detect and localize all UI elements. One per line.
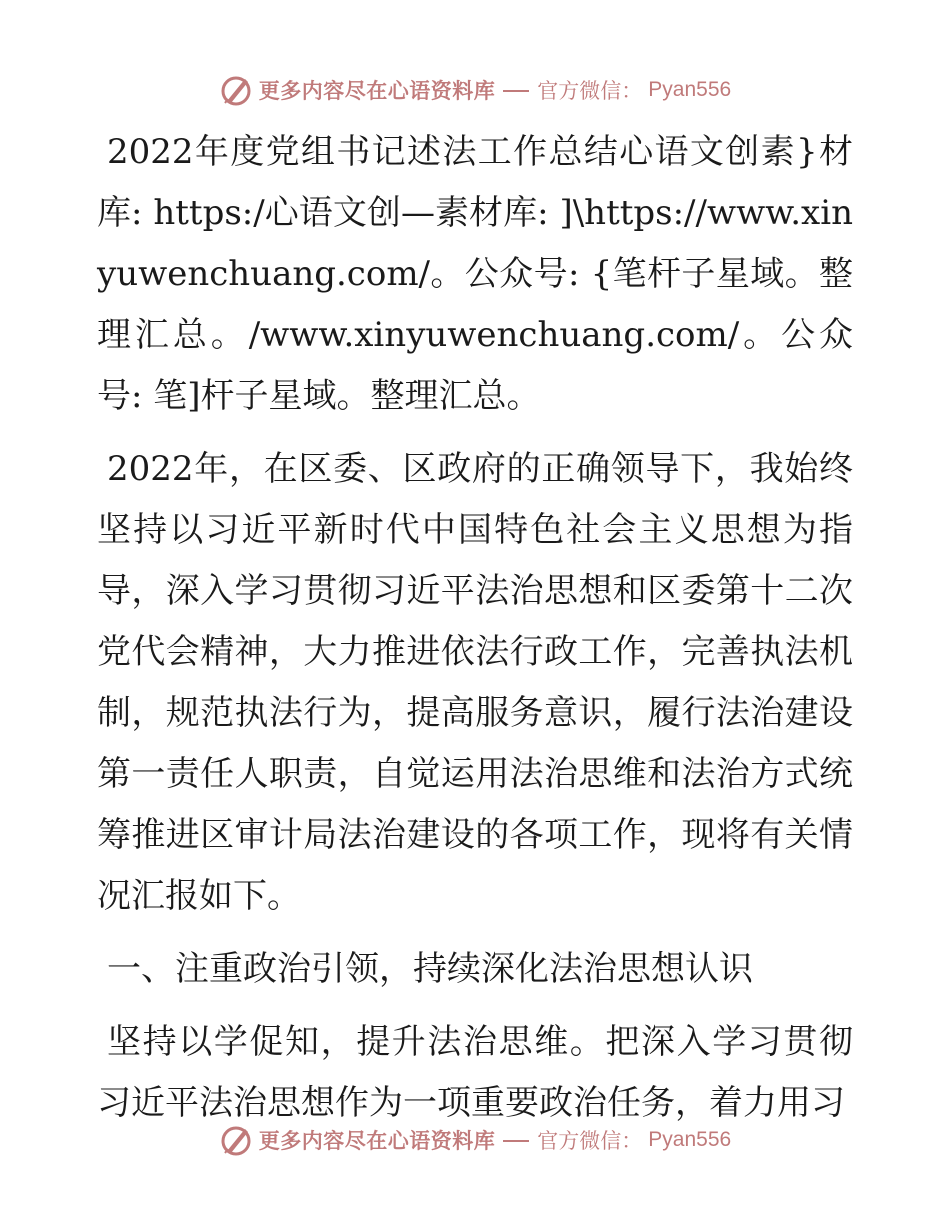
document-paragraph-body: 坚持以学促知，提升法治思维。把深入学习贯彻习近平法治思想作为一项重要政治任务，着力用习 bbox=[97, 1022, 853, 1123]
document-body bbox=[97, 122, 853, 1146]
document-paragraph-title: 2022年度党组书记述法工作总结心语文创素}材库: https:/心语文创—素材库: ]\https://www.xinyuwenchuang.com/。公众号: {笔杆子星域。整理汇总。/www.xinyuwenchuang.com/。公众号: 笔]杆子星域。整理汇总。 bbox=[97, 132, 853, 416]
quill-pen-logo-icon bbox=[219, 1123, 253, 1157]
footer-wechat-label: 官方微信： bbox=[537, 1129, 643, 1153]
document-paragraph-intro: 2022年，在区委、区政府的正确领导下，我始终坚持以习近平新时代中国特色社会主义思想为指导，深入学习贯彻习近平法治思想和区委第十二次党代会精神，大力推进依法行政工作，完善执法机制，规范执法行为，提高服务意识，履行法治建设第一责任人职责，自觉运用法治思维和法治方式统筹推进区审计局法治建设的各项工作，现将有关情况汇报如下。 bbox=[97, 449, 853, 916]
header-promo-text: 更多内容尽在心语资料库 bbox=[258, 78, 496, 103]
header-dash-divider bbox=[503, 90, 529, 92]
footer-dash-divider bbox=[503, 1140, 529, 1142]
footer-promo-text: 更多内容尽在心语资料库 bbox=[258, 1128, 496, 1153]
header-wechat-label: 官方微信： bbox=[537, 79, 643, 103]
header-watermark-banner bbox=[0, 68, 950, 112]
document-section-heading: 一、注重政治引领，持续深化法治思想认识 bbox=[107, 949, 753, 989]
header-wechat-handle: Pyan556 bbox=[648, 78, 732, 101]
footer-watermark-banner bbox=[0, 1118, 950, 1162]
footer-wechat-handle: Pyan556 bbox=[648, 1128, 732, 1151]
quill-pen-logo-icon bbox=[219, 73, 253, 107]
